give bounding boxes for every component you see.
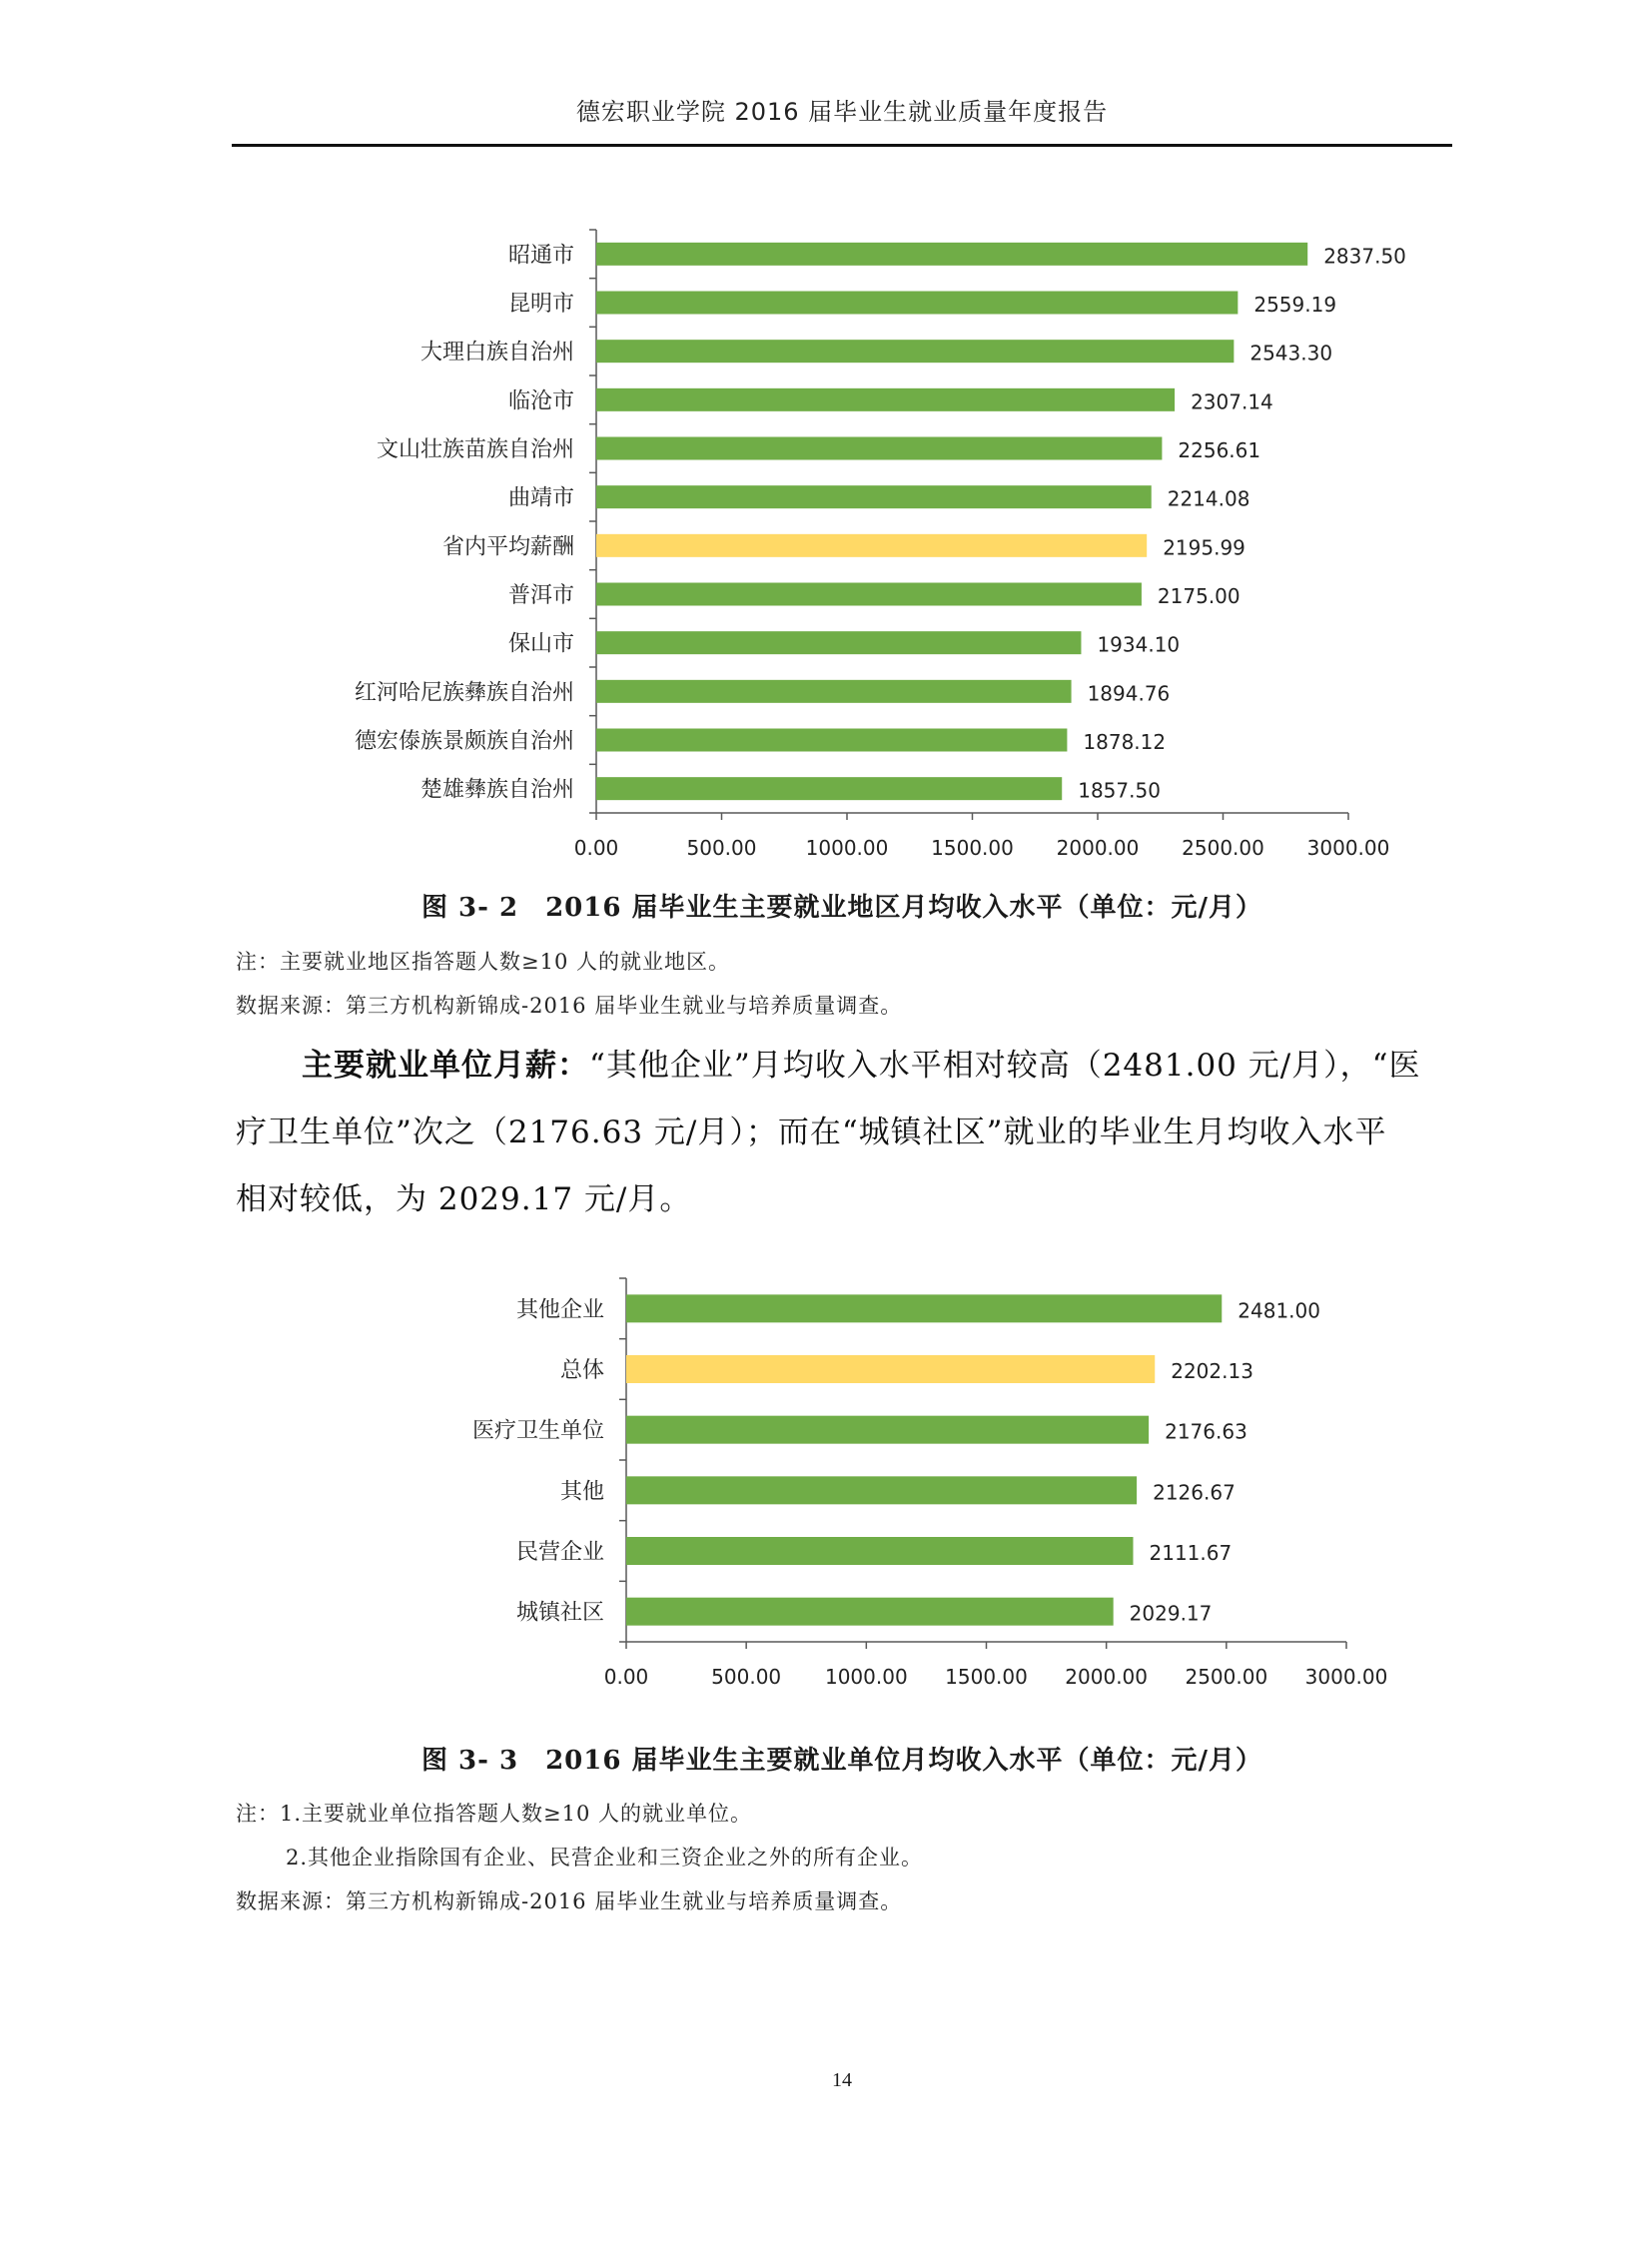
bar: [596, 534, 1147, 557]
header-rule: [232, 144, 1452, 147]
category-label: 昆明市: [507, 292, 574, 317]
data-label: 2256.61: [1178, 438, 1261, 462]
x-tick-label: 2500.00: [1185, 1665, 1268, 1689]
category-label: 德宏傣族景颇族自治州: [354, 729, 574, 754]
bar: [596, 680, 1072, 703]
bar: [596, 583, 1142, 606]
category-label: 其他企业: [515, 1297, 604, 1323]
x-tick-label: 0.00: [573, 836, 619, 860]
x-tick-label: 500.00: [711, 1665, 782, 1689]
bar: [596, 485, 1152, 508]
figure-3-3-caption: 图 3- 3 2016 届毕业生主要就业单位月均收入水平（单位：元/月）: [421, 1746, 1262, 1776]
data-label: 2029.17: [1129, 1601, 1213, 1626]
category-label: 省内平均薪酬: [441, 534, 574, 560]
region-income-chart: [0, 210, 1652, 869]
data-label: 2176.63: [1165, 1419, 1247, 1444]
employer-income-chart-svg: [0, 1268, 1652, 1708]
data-label: 2837.50: [1323, 244, 1406, 269]
bar: [626, 1355, 1155, 1383]
figure-3-2-note: 注：主要就业地区指答题人数≥10 人的就业地区。: [236, 950, 730, 974]
x-tick-label: 1000.00: [805, 836, 889, 860]
x-tick-label: 2500.00: [1182, 836, 1264, 860]
category-label: 普洱市: [507, 583, 574, 608]
category-label: 曲靖市: [507, 485, 574, 511]
data-label: 2195.99: [1163, 535, 1245, 560]
paragraph-line-2: 疗卫生单位”次之（2176.63 元/月）；而在“城镇社区”就业的毕业生月均收入水平: [236, 1115, 1387, 1150]
data-label: 2543.30: [1249, 341, 1333, 366]
category-label: 文山壮族苗族自治州: [376, 437, 574, 462]
x-tick-label: 0.00: [603, 1665, 649, 1689]
x-tick-label: 2000.00: [1065, 1665, 1149, 1689]
data-label: 2126.67: [1153, 1480, 1236, 1505]
data-label: 2111.67: [1149, 1541, 1233, 1565]
paragraph-lead: 主要就业单位月薪：: [302, 1048, 589, 1084]
category-label: 大理白族自治州: [419, 340, 574, 366]
data-label: 2481.00: [1238, 1298, 1320, 1323]
category-label: 民营企业: [515, 1540, 604, 1565]
bar: [626, 1294, 1222, 1322]
bar: [596, 729, 1067, 752]
employer-salary-paragraph: [236, 1033, 1454, 1233]
paragraph-line-1-text: “其他企业”月均收入水平相对较高（2481.00 元/月），“医: [589, 1048, 1421, 1084]
category-label: 楚雄彝族自治州: [419, 777, 574, 803]
bar: [596, 340, 1234, 363]
figure-3-2-source: 数据来源：第三方机构新锦成-2016 届毕业生就业与培养质量调查。: [236, 994, 903, 1018]
bar: [626, 1476, 1137, 1504]
employer-income-chart: [0, 1268, 1652, 1708]
x-tick-label: 2000.00: [1056, 836, 1140, 860]
figure-3-2-caption: 图 3- 2 2016 届毕业生主要就业地区月均收入水平（单位：元/月）: [421, 893, 1262, 923]
header-title: 德宏职业学院 2016 届毕业生就业质量年度报告: [575, 98, 1109, 126]
x-tick-label: 500.00: [686, 836, 757, 860]
bar: [626, 1537, 1134, 1565]
category-label: 医疗卫生单位: [471, 1418, 604, 1444]
figure-3-3-note-2: 2.其他企业指除国有企业、民营企业和三资企业之外的所有企业。: [286, 1846, 924, 1869]
data-label: 1857.50: [1078, 778, 1161, 803]
bar: [626, 1598, 1114, 1626]
x-tick-label: 3000.00: [1306, 836, 1390, 860]
category-label: 城镇社区: [515, 1600, 604, 1626]
data-label: 1894.76: [1087, 681, 1171, 706]
data-label: 2214.08: [1167, 486, 1250, 511]
x-tick-label: 1500.00: [945, 1665, 1028, 1689]
region-income-chart-svg: [0, 210, 1652, 869]
category-label: 保山市: [507, 631, 574, 657]
data-label: 2202.13: [1171, 1359, 1253, 1383]
bar: [596, 388, 1175, 411]
category-label: 昭通市: [507, 243, 574, 269]
category-label: 总体: [559, 1358, 604, 1383]
data-label: 1934.10: [1097, 632, 1181, 657]
x-tick-label: 1500.00: [931, 836, 1014, 860]
bar: [596, 437, 1162, 460]
x-tick-label: 1000.00: [824, 1665, 908, 1689]
category-label: 红河哈尼族彝族自治州: [354, 680, 574, 706]
data-label: 2307.14: [1191, 389, 1273, 414]
page-number: 14: [832, 2069, 852, 2091]
figure-3-3-source: 数据来源：第三方机构新锦成-2016 届毕业生就业与培养质量调查。: [236, 1889, 903, 1913]
data-label: 1878.12: [1083, 730, 1167, 754]
bar: [596, 292, 1238, 315]
data-label: 2559.19: [1253, 293, 1337, 317]
category-label: 临沧市: [507, 388, 574, 414]
data-label: 2175.00: [1157, 584, 1240, 608]
bar: [596, 631, 1081, 654]
category-label: 其他: [559, 1479, 604, 1505]
bar: [596, 243, 1307, 266]
figure-3-3-note-1: 注：1.主要就业单位指答题人数≥10 人的就业单位。: [236, 1802, 753, 1826]
paragraph-line-3: 相对较低，为 2029.17 元/月。: [236, 1181, 692, 1217]
x-tick-label: 3000.00: [1304, 1665, 1388, 1689]
bar: [596, 777, 1062, 800]
paragraph-line-1: [236, 1033, 1454, 1100]
bar: [626, 1416, 1149, 1444]
